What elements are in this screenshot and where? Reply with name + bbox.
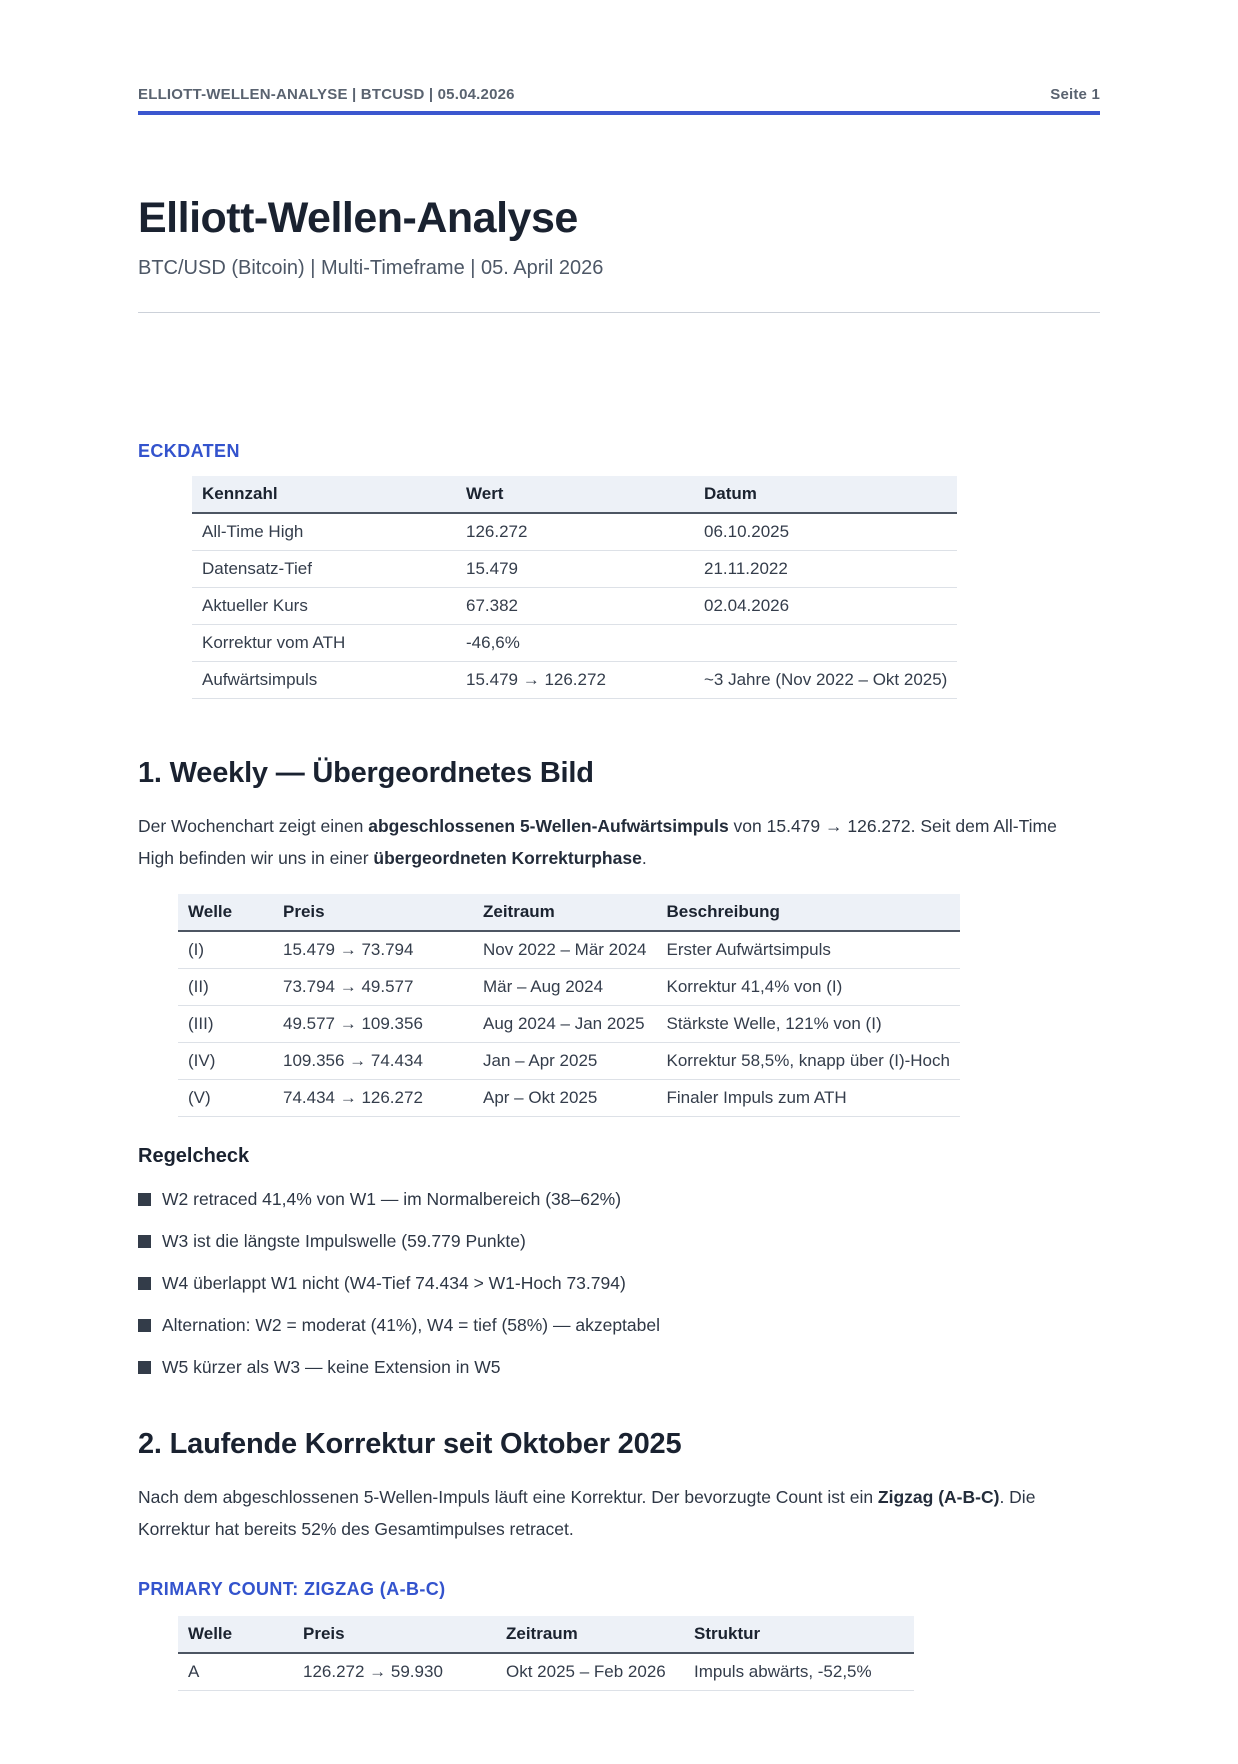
section1-paragraph — [138, 811, 1068, 874]
paragraph-run: . — [641, 847, 647, 868]
section1-heading: 1. Weekly — Übergeordnetes Bild — [138, 757, 594, 790]
square-bullet-icon — [138, 1277, 151, 1290]
table-cell: Korrektur 58,5%, knapp über (I)-Hoch — [657, 1043, 960, 1080]
section2-paragraph — [138, 1482, 1068, 1545]
column-header-preis: Preis — [273, 894, 473, 931]
column-header-zeitraum: Zeitraum — [496, 1616, 684, 1653]
section2-heading: 2. Laufende Korrektur seit Oktober 2025 — [138, 1428, 682, 1461]
table-cell: Impuls abwärts, -52,5% — [684, 1653, 914, 1691]
square-bullet-icon — [138, 1193, 151, 1206]
paragraph-run: von 15.479 → 126.272. Seit dem All-Time High befinden wir uns in einer — [138, 816, 1057, 868]
table-cell: 74.434 → 126.272 — [273, 1080, 473, 1117]
regelcheck-list — [138, 1189, 1100, 1378]
table-cell: Nov 2022 – Mär 2024 — [473, 931, 657, 969]
column-header-zeitraum: Zeitraum — [473, 894, 657, 931]
check-item-text: W3 ist die längste Impulswelle (59.779 Punkte) — [162, 1231, 526, 1252]
table-cell: 73.794 → 49.577 — [273, 969, 473, 1006]
paragraph-run-bold: übergeordneten Korrekturphase — [373, 847, 642, 868]
table-cell: 21.11.2022 — [694, 551, 957, 588]
page-header — [138, 86, 1100, 115]
table-cell: 06.10.2025 — [694, 513, 957, 551]
table-row — [192, 588, 957, 625]
table-cell: 126.272 → 59.930 — [293, 1653, 496, 1691]
table-cell: 15.479 → 73.794 — [273, 931, 473, 969]
table-cell: ~3 Jahre (Nov 2022 – Okt 2025) — [694, 662, 957, 699]
table-cell: 15.479 → 126.272 — [456, 662, 694, 699]
column-header-wert: Wert — [456, 476, 694, 513]
column-header-datum: Datum — [694, 476, 957, 513]
table-cell: Aktueller Kurs — [192, 588, 456, 625]
column-header-kennzahl: Kennzahl — [192, 476, 456, 513]
check-list-item — [138, 1357, 1100, 1378]
table-cell: Finaler Impuls zum ATH — [657, 1080, 960, 1117]
paragraph-run: . Die Korrektur hat bereits 52% des Gesamtimpulses retracet. — [138, 1487, 1036, 1539]
table-header-row — [192, 476, 957, 513]
document-title: Elliott-Wellen-Analyse — [138, 194, 578, 242]
table-row — [178, 1653, 914, 1691]
table-row — [192, 625, 957, 662]
check-item-text: W5 kürzer als W3 — keine Extension in W5 — [162, 1357, 501, 1378]
table-cell: (I) — [178, 931, 273, 969]
check-list-item — [138, 1273, 1100, 1294]
table-row — [192, 551, 957, 588]
primary-count-table — [178, 1616, 914, 1691]
square-bullet-icon — [138, 1319, 151, 1332]
primary-count-heading: PRIMARY COUNT: ZIGZAG (A-B-C) — [138, 1579, 446, 1600]
table-cell: Mär – Aug 2024 — [473, 969, 657, 1006]
paragraph-run-bold: Zigzag (A-B-C) — [877, 1487, 1000, 1508]
table-row — [178, 1043, 960, 1080]
table-cell: (V) — [178, 1080, 273, 1117]
table-cell — [694, 625, 957, 662]
table-cell: Aug 2024 – Jan 2025 — [473, 1006, 657, 1043]
paragraph-run-bold: abgeschlossenen 5-Wellen-Aufwärtsimpuls — [368, 816, 729, 837]
check-item-text: W4 überlappt W1 nicht (W4-Tief 74.434 > W1-Hoch 73.794) — [162, 1273, 626, 1294]
check-list-item — [138, 1315, 1100, 1336]
table-cell: All-Time High — [192, 513, 456, 551]
table-cell: Okt 2025 – Feb 2026 — [496, 1653, 684, 1691]
header-left-text: ELLIOTT-WELLEN-ANALYSE | BTCUSD | 05.04.2026 — [138, 86, 515, 103]
table-row — [192, 513, 957, 551]
header-rule — [138, 111, 1100, 115]
table-cell: (IV) — [178, 1043, 273, 1080]
page-header-row — [138, 86, 1100, 103]
table-cell: Korrektur 41,4% von (I) — [657, 969, 960, 1006]
column-header-beschreibung: Beschreibung — [657, 894, 960, 931]
table-cell: Korrektur vom ATH — [192, 625, 456, 662]
table-cell: (III) — [178, 1006, 273, 1043]
column-header-preis: Preis — [293, 1616, 496, 1653]
table-cell: Datensatz-Tief — [192, 551, 456, 588]
table-cell: 02.04.2026 — [694, 588, 957, 625]
square-bullet-icon — [138, 1235, 151, 1248]
check-item-text: Alternation: W2 = moderat (41%), W4 = tief (58%) — akzeptabel — [162, 1315, 660, 1336]
table-row — [178, 931, 960, 969]
table-header-row — [178, 894, 960, 931]
eckdaten-heading: ECKDATEN — [138, 441, 240, 462]
table-cell: 67.382 — [456, 588, 694, 625]
table-cell: Stärkste Welle, 121% von (I) — [657, 1006, 960, 1043]
document-subtitle: BTC/USD (Bitcoin) | Multi-Timeframe | 05. April 2026 — [138, 257, 604, 280]
square-bullet-icon — [138, 1361, 151, 1374]
table-cell: 109.356 → 74.434 — [273, 1043, 473, 1080]
table-cell: A — [178, 1653, 293, 1691]
check-item-text: W2 retraced 41,4% von W1 — im Normalbereich (38–62%) — [162, 1189, 622, 1210]
paragraph-run: Der Wochenchart zeigt einen — [138, 816, 369, 837]
table-row — [178, 969, 960, 1006]
paragraph-run: Nach dem abgeschlossenen 5-Wellen-Impuls läuft eine Korrektur. Der bevorzugte Count ist ein — [138, 1487, 878, 1508]
table-cell: Erster Aufwärtsimpuls — [657, 931, 960, 969]
table-cell: 49.577 → 109.356 — [273, 1006, 473, 1043]
regelcheck-heading: Regelcheck — [138, 1145, 250, 1168]
table-cell: Apr – Okt 2025 — [473, 1080, 657, 1117]
column-header-welle: Welle — [178, 894, 273, 931]
column-header-welle: Welle — [178, 1616, 293, 1653]
table-header-row — [178, 1616, 914, 1653]
title-divider — [138, 312, 1100, 313]
wave-table — [178, 894, 960, 1117]
table-row — [178, 1080, 960, 1117]
check-list-item — [138, 1189, 1100, 1210]
check-list-item — [138, 1231, 1100, 1252]
table-row — [192, 662, 957, 699]
table-cell: (II) — [178, 969, 273, 1006]
column-header-struktur: Struktur — [684, 1616, 914, 1653]
table-cell: Aufwärtsimpuls — [192, 662, 456, 699]
table-cell: 126.272 — [456, 513, 694, 551]
table-cell: -46,6% — [456, 625, 694, 662]
header-page-number: Seite 1 — [1050, 86, 1100, 103]
table-cell: Jan – Apr 2025 — [473, 1043, 657, 1080]
table-row — [178, 1006, 960, 1043]
table-cell: 15.479 — [456, 551, 694, 588]
eckdaten-table — [192, 476, 957, 699]
